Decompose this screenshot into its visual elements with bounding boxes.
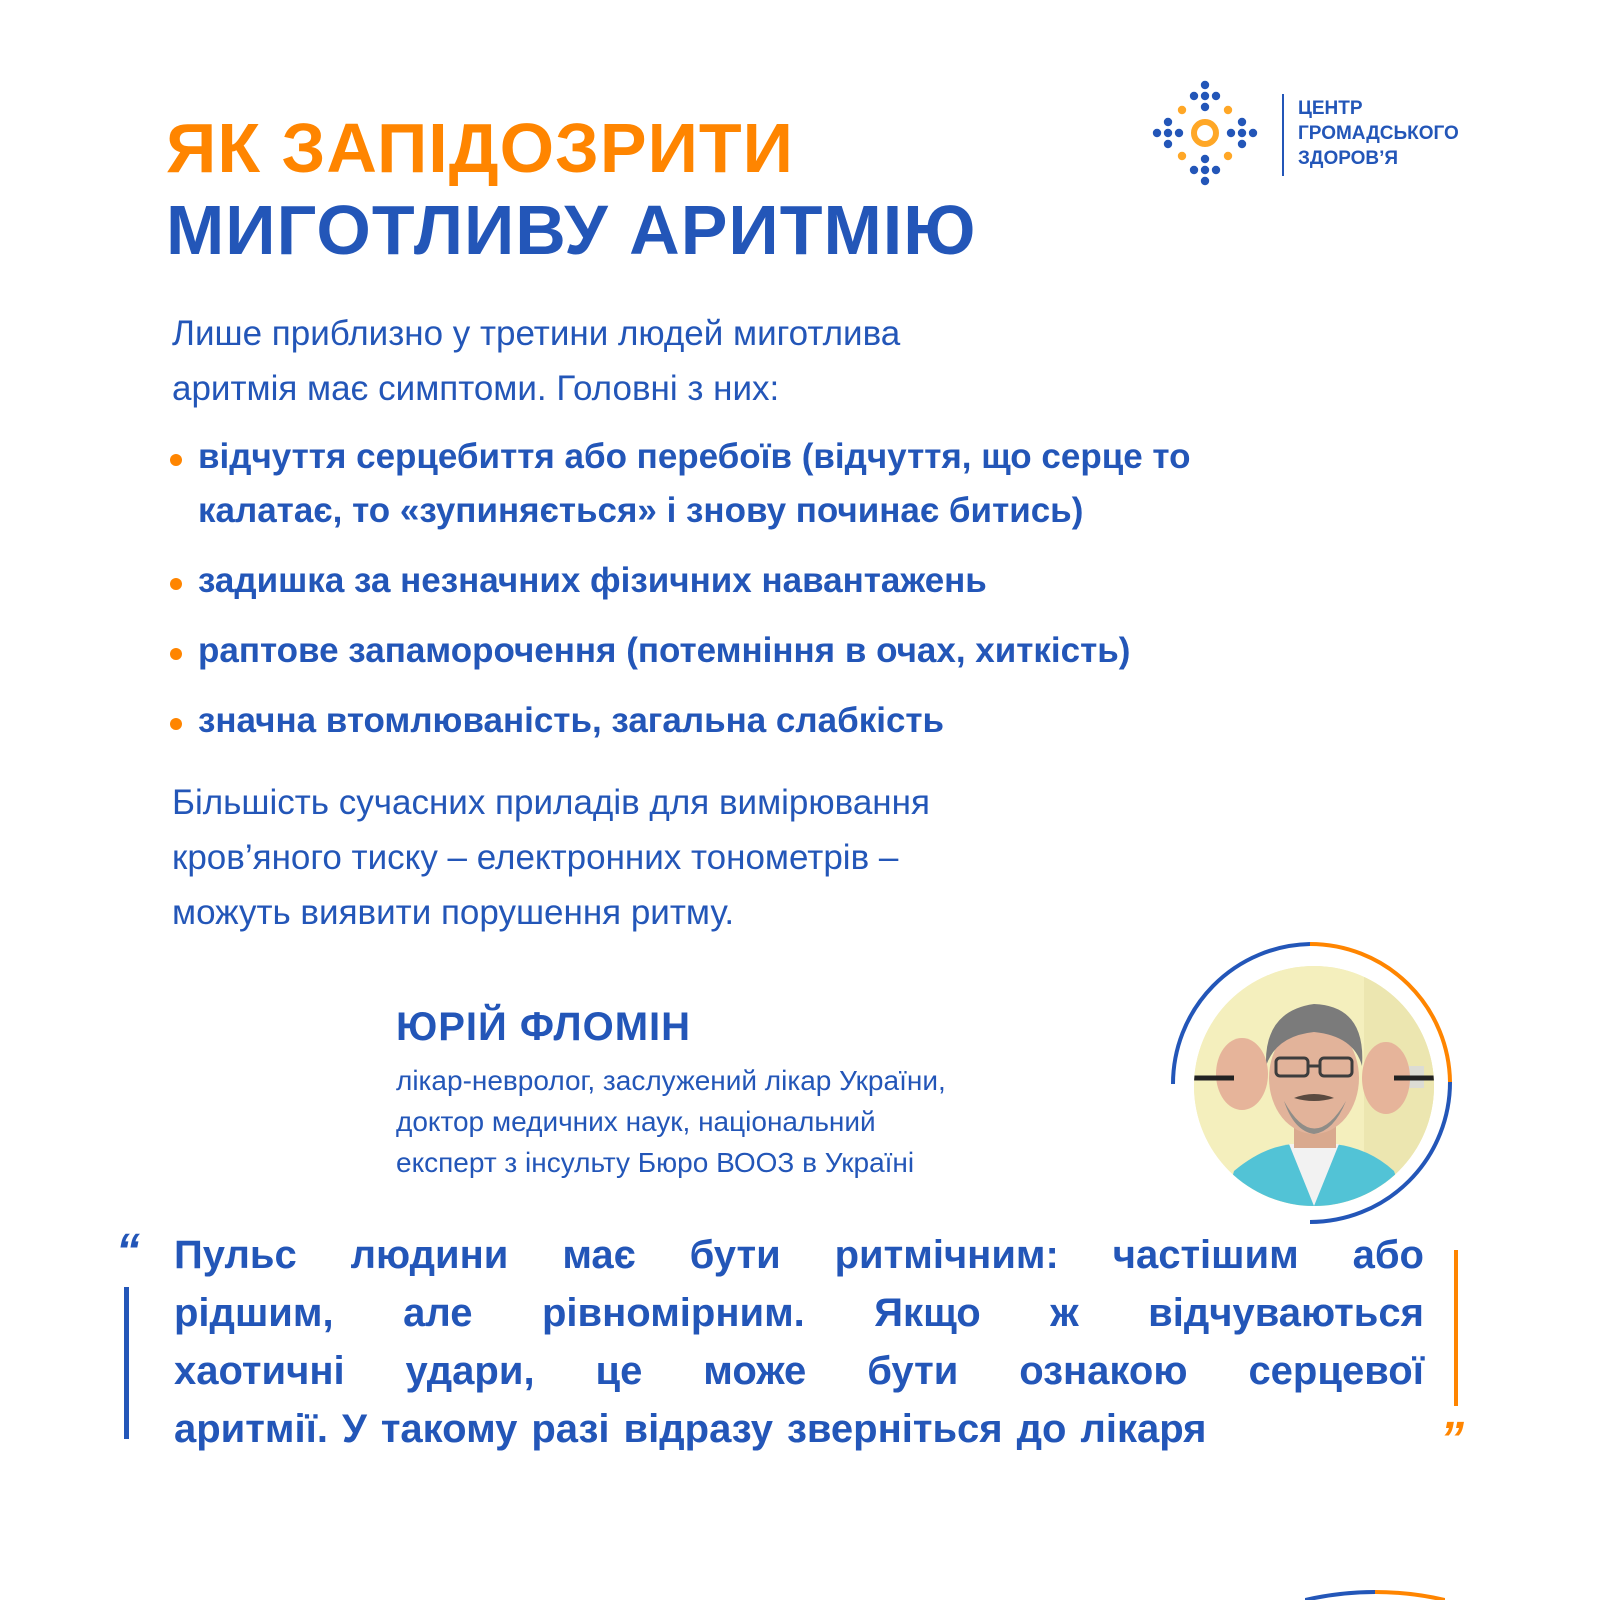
quote-word: аритмії. xyxy=(174,1407,328,1451)
expert-photo xyxy=(1194,966,1434,1206)
quote-word: У xyxy=(341,1407,367,1451)
quote-word: частішим xyxy=(1112,1233,1299,1277)
quote-word: Пульс xyxy=(174,1233,297,1277)
quote-line xyxy=(174,1400,1424,1458)
quote-bar-left xyxy=(124,1287,129,1439)
dot-diamond-logo-icon xyxy=(1150,78,1260,188)
orange-dot-bullet-icon xyxy=(170,454,182,466)
closing-quote-icon: ” xyxy=(1440,1413,1464,1466)
expert-portrait xyxy=(1160,932,1460,1232)
symptom-item xyxy=(168,554,1458,608)
title-line-1: ЯК ЗАПІДОЗРИТИ xyxy=(166,109,794,187)
expert-desc-line-2: доктор медичних наук, національний xyxy=(396,1106,876,1137)
logo-text xyxy=(1298,96,1459,171)
quote-word: ж xyxy=(1050,1291,1079,1335)
quote-line xyxy=(174,1342,1424,1400)
orange-dot-bullet-icon xyxy=(170,648,182,660)
intro-line-1: Лише приблизно у третини людей миготлива xyxy=(172,314,901,353)
symptom-text: задишка за незначних фізичних навантажень xyxy=(198,561,987,600)
quote-word: відразу xyxy=(623,1407,773,1451)
quote-word: людини xyxy=(350,1233,509,1277)
quote-word: але xyxy=(403,1291,473,1335)
symptoms-list xyxy=(168,430,1458,764)
quote-word: разі xyxy=(531,1407,610,1451)
quote-word: Якщо xyxy=(874,1291,981,1335)
expert-quote xyxy=(174,1226,1424,1458)
expert-name: ЮРІЙ ФЛОМІН xyxy=(396,1005,692,1049)
devices-line-2: кров’яного тиску – електронних тонометрів – xyxy=(172,838,899,877)
quote-word: бути xyxy=(867,1349,959,1393)
quote-word: ритмічним: xyxy=(834,1233,1059,1277)
logo-text-line-3: ЗДОРОВ’Я xyxy=(1298,148,1399,169)
quote-word: відчуваються xyxy=(1148,1291,1424,1335)
quote-word: лікаря xyxy=(1080,1407,1207,1451)
quote-word: може xyxy=(703,1349,807,1393)
logo-divider xyxy=(1282,94,1284,176)
quote-word: такому xyxy=(380,1407,518,1451)
quote-line xyxy=(174,1284,1424,1342)
intro-paragraph xyxy=(172,306,900,416)
logo xyxy=(1150,78,1480,188)
expert-photo-illustration xyxy=(1194,966,1434,1206)
quote-word: це xyxy=(595,1349,643,1393)
devices-line-3: можуть виявити порушення ритму. xyxy=(172,893,735,932)
quote-line xyxy=(174,1226,1424,1284)
symptom-item xyxy=(168,694,1458,748)
corner-arc-decoration xyxy=(1305,1588,1445,1600)
symptom-text-line-2: калатає, то «зупиняється» і знову починає битись) xyxy=(198,491,1084,530)
symptom-item xyxy=(168,430,1458,538)
expert-desc-line-3: експерт з інсульту Бюро ВООЗ в Україні xyxy=(396,1147,915,1178)
devices-line-1: Більшість сучасних приладів для вимірювання xyxy=(172,783,930,822)
quote-word: рівномірним. xyxy=(541,1291,805,1335)
quote-word: зверніться xyxy=(786,1407,1003,1451)
intro-line-2: аритмія має симптоми. Головні з них: xyxy=(172,369,780,408)
devices-paragraph xyxy=(172,775,930,940)
quote-word: серцевої xyxy=(1248,1349,1424,1393)
expert-desc-line-1: лікар-невролог, заслужений лікар України, xyxy=(396,1065,946,1096)
quote-word: має xyxy=(562,1233,636,1277)
quote-bar-right xyxy=(1454,1250,1458,1406)
symptom-text: раптове запаморочення (потемніння в очах, хиткість) xyxy=(198,631,1131,670)
orange-dot-bullet-icon xyxy=(170,578,182,590)
title-line-2: МИГОТЛИВУ АРИТМІЮ xyxy=(166,191,977,269)
quote-word: ознакою xyxy=(1019,1349,1188,1393)
symptom-item xyxy=(168,624,1458,678)
symptom-text: значна втомлюваність, загальна слабкість xyxy=(198,701,945,740)
quote-word: удари, xyxy=(405,1349,535,1393)
quote-word: або xyxy=(1352,1233,1424,1277)
expert-description xyxy=(396,1060,946,1183)
orange-dot-bullet-icon xyxy=(170,718,182,730)
logo-text-line-2: ГРОМАДСЬКОГО xyxy=(1298,123,1459,144)
quote-word: до xyxy=(1016,1407,1067,1451)
symptom-text-line-1: відчуття серцебиття або перебоїв (відчуття, що серце то xyxy=(198,437,1191,476)
quote-word: рідшим, xyxy=(174,1291,334,1335)
quote-word: бути xyxy=(689,1233,781,1277)
logo-text-line-1: ЦЕНТР xyxy=(1298,98,1363,119)
opening-quote-icon: “ xyxy=(116,1225,140,1278)
quote-word: хаотичні xyxy=(174,1349,345,1393)
